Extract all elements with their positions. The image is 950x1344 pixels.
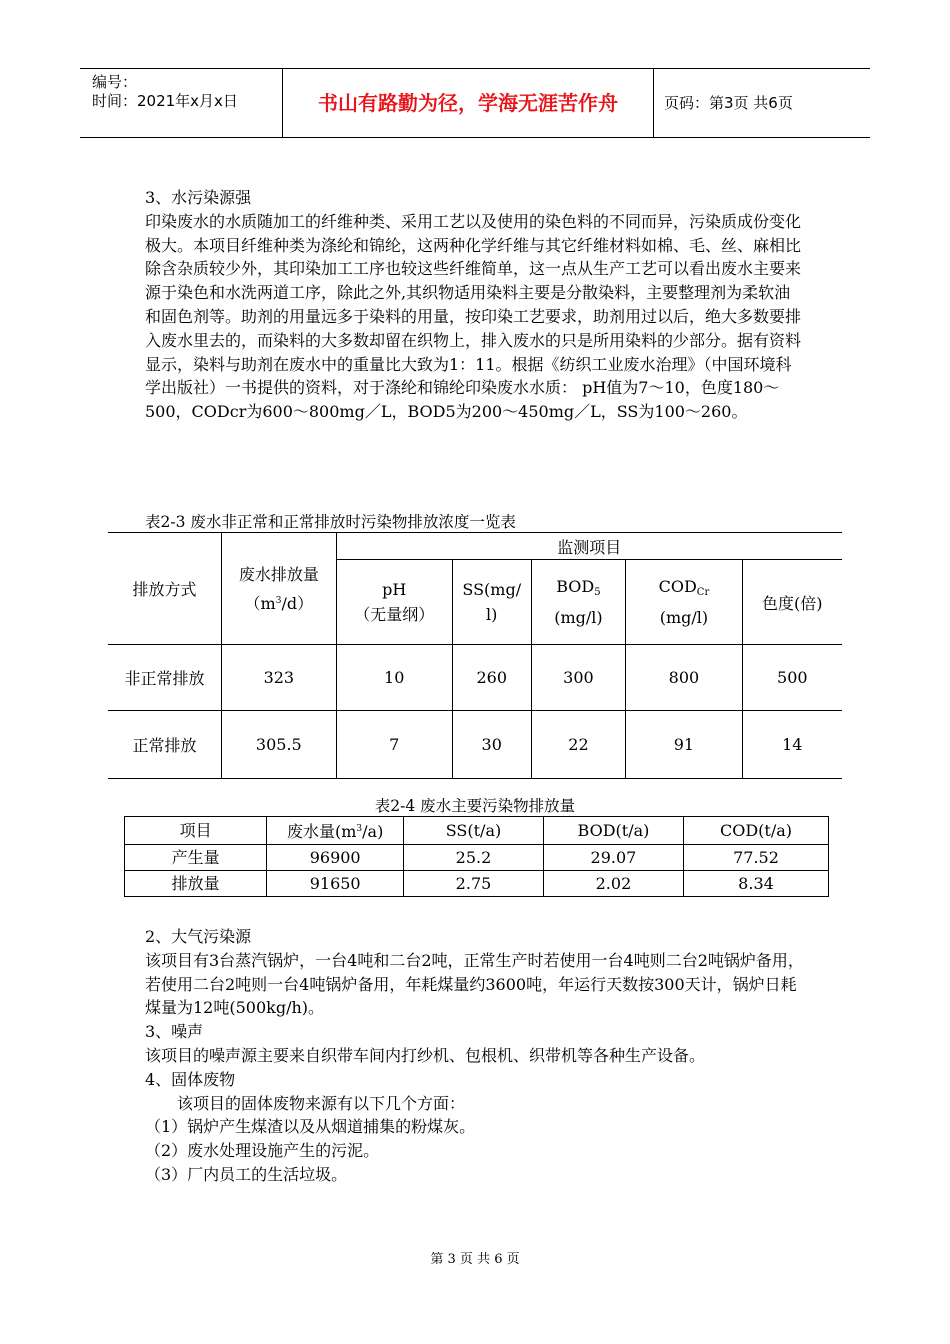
section-paragraph: 该项目的固体废物来源有以下几个方面： — [177, 1093, 466, 1113]
ss-label: SS(mg/ — [462, 580, 522, 599]
header-item: 项目 — [125, 817, 267, 845]
other-sources-section — [145, 925, 805, 1187]
vol-pre: 废水量(m — [286, 822, 357, 841]
ss-unit: l) — [486, 605, 498, 624]
cell: 7 — [336, 711, 452, 779]
unit-pre: （m — [244, 593, 276, 613]
cell: 8.34 — [683, 871, 828, 897]
section-heading: 2、大气污染源 — [145, 927, 252, 946]
cod-label — [659, 577, 710, 596]
emission-concentration-table — [108, 532, 842, 779]
list-item: （1）锅炉产生煤渣以及从烟道捕集的粉煤灰。 — [145, 1117, 476, 1137]
cell: 77.52 — [683, 845, 828, 871]
page-header — [80, 68, 870, 138]
cod-unit: (mg/l) — [659, 608, 709, 627]
table-header-row — [125, 817, 829, 845]
header-page-label: 页码：第3页 共6页 — [664, 94, 793, 112]
cell: 25.2 — [404, 845, 544, 871]
section-heading: 3、噪声 — [145, 1022, 204, 1042]
page-footer: 第 3 页 共 6 页 — [430, 1252, 520, 1267]
header-cod — [626, 560, 742, 645]
cell: 30 — [452, 711, 531, 779]
header-flow-unit — [245, 594, 314, 613]
cell: 96900 — [267, 845, 404, 871]
cell: 323 — [222, 645, 337, 711]
table-row — [108, 645, 842, 711]
cell: 2.02 — [543, 871, 683, 897]
cell: 500 — [742, 645, 842, 711]
header-motto: 书山有路勤为径，学海无涯苦作舟 — [283, 69, 654, 137]
section-paragraph: 印染废水的水质随加工的纤维种类、采用工艺以及使用的染色料的不同而异，污染质成份变化极大。本项目纤维种类为涤纶和锦纶，这两种化学纤维与其它纤维材料如棉、毛、丝、麻相比除含杂质较少外，其印染加工工序也较这些纤维简单，这一点从生产工艺可以看出废水主要来源于染色和水洗两道工序，除此之外,其织物适用染料主要是分散染料，主要整理剂为柔软油和固色剂等。助剂的用量远多于染料的用量，按印染工艺要求，助剂用过以后，绝大多数要排入废水里去的，而染料的大多数却留在织物上，排入废水的只是所用染料的少部分。据有资料显示，染料与助剂在废水中的重量比大致为1：11。根据《纺织工业废水治理》（中国环境科学出版社）一书提供的资料，对于涤纶和锦纶印染废水水质： pH值为7～10，色度180～500，CODcr为600～800mg／L，BOD5为200～450mg／L，SS为100～260。 — [145, 211, 802, 422]
pollutant-discharge-table — [124, 816, 829, 897]
water-pollution-section — [145, 186, 805, 424]
number-label: 编号： — [92, 73, 138, 91]
cell: 305.5 — [222, 711, 337, 779]
time-label: 时间：2021年x月x日 — [92, 92, 238, 110]
cod-sub: Cr — [696, 587, 710, 598]
cell: 22 — [531, 711, 626, 779]
table-row — [108, 711, 842, 779]
list-item: （2）废水处理设施产生的污泥。 — [145, 1141, 380, 1161]
cell: 29.07 — [543, 845, 683, 871]
vol-sup: 3 — [356, 824, 363, 834]
ph-label: pH — [382, 580, 407, 599]
cell: 非正常排放 — [108, 645, 222, 711]
cell: 产生量 — [125, 845, 267, 871]
table-row — [125, 845, 829, 871]
cell: 2.75 — [404, 871, 544, 897]
vol-post: /a) — [362, 822, 384, 841]
unit-post: /d） — [281, 593, 314, 613]
bod-unit: (mg/l) — [554, 608, 603, 627]
bod-label — [556, 577, 600, 596]
bod-text: BOD — [556, 577, 595, 596]
header-color: 色度(倍) — [742, 560, 842, 645]
bod-sub: 5 — [594, 587, 601, 598]
header-bod — [531, 560, 626, 645]
header-ss: SS(t/a) — [404, 817, 544, 845]
header-method: 排放方式 — [108, 533, 222, 645]
header-meta — [80, 69, 283, 137]
cell: 正常排放 — [108, 711, 222, 779]
unit-sup: 3 — [275, 595, 282, 606]
section-heading: 3、水污染源强 — [145, 188, 252, 207]
list-item: （3）厂内员工的生活垃圾。 — [145, 1164, 348, 1184]
ph-unit: （无量纲） — [354, 605, 435, 624]
monitor-header: 监测项目 — [336, 533, 842, 560]
section-paragraph: 该项目的噪声源主要来自织带车间内打纱机、包根机、织带机等各种生产设备。 — [145, 1045, 706, 1065]
cell: 260 — [452, 645, 531, 711]
cell: 300 — [531, 645, 626, 711]
header-ss — [452, 560, 531, 645]
cell: 排放量 — [125, 871, 267, 897]
cell: 91650 — [267, 871, 404, 897]
cell: 91 — [626, 711, 742, 779]
header-volume — [267, 817, 404, 845]
cod-text: COD — [658, 577, 697, 596]
header-bod: BOD(t/a) — [543, 817, 683, 845]
table-caption: 表2-4 废水主要污染物排放量 — [374, 797, 576, 815]
table-row — [125, 871, 829, 897]
header-flow-label: 废水排放量 — [238, 564, 319, 584]
cell: 10 — [336, 645, 452, 711]
table-caption: 表2-3 废水非正常和正常排放时污染物排放浓度一览表 — [145, 513, 516, 531]
header-cod: COD(t/a) — [683, 817, 828, 845]
section-heading: 4、固体废物 — [145, 1069, 236, 1089]
header-flow — [222, 533, 337, 645]
cell: 800 — [626, 645, 742, 711]
cell: 14 — [742, 711, 842, 779]
header-ph — [336, 560, 452, 645]
section-paragraph: 该项目有3台蒸汽锅炉，一台4吨和二台2吨，正常生产时若使用一台4吨则二台2吨锅炉备用，若使用二台2吨则一台4吨锅炉备用，年耗煤量约3600吨，年运行天数按300天计，锅炉日耗煤量为12吨(500kg/h)。 — [145, 950, 804, 1018]
